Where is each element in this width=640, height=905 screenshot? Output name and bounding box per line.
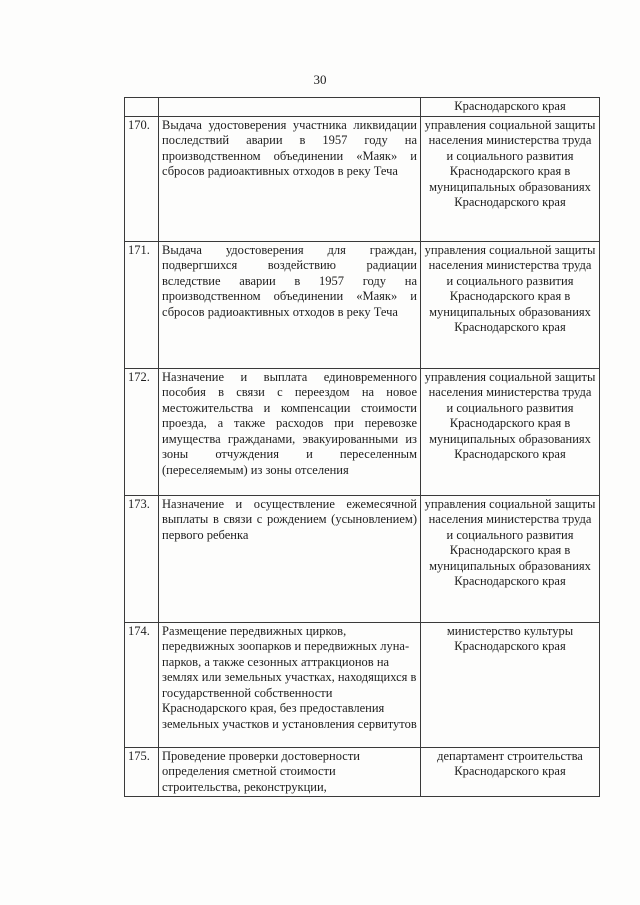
table-row [125, 495, 600, 622]
department-cell: департамент строительства Краснодарского края [421, 747, 600, 797]
row-number-cell: 170. [125, 116, 159, 241]
department-cell: управления социальной защиты населения министерства труда и социального развития Краснодарского края в муниципальных образованиях Краснодарского края [421, 368, 600, 495]
service-cell: Проведение проверки достоверности определения сметной стоимости строительства, реконструкции, [159, 747, 421, 797]
table-row-continued [125, 98, 600, 117]
department-cell: министерство культуры Краснодарского края [421, 622, 600, 747]
row-number-cell: 174. [125, 622, 159, 747]
service-cell: Назначение и выплата единовременного пособия в связи с переездом на новое местожительства и компенсации стоимости проезда, а также расходов при перевозке имущества гражданами, эвакуированными из зоны отчуждения и переселенным (переселяемым) из зоны отселения [159, 368, 421, 495]
row-number-cell [125, 98, 159, 117]
table-row [125, 368, 600, 495]
table-row [125, 622, 600, 747]
row-number-cell: 173. [125, 495, 159, 622]
service-cell: Назначение и осуществление ежемесячной выплаты в связи с рождением (усыновлением) первого ребенка [159, 495, 421, 622]
department-cell: управления социальной защиты населения министерства труда и социального развития Краснодарского края в муниципальных образованиях Краснодарского края [421, 495, 600, 622]
row-number-cell: 175. [125, 747, 159, 797]
service-cell: Размещение передвижных цирков, передвижных зоопарков и передвижных луна-парков, а также сезонных аттракционов на землях или земельных участках, находящихся в государственной собственности Краснодарского края, без предоставления земельных участков и установления сервитутов [159, 622, 421, 747]
service-cell: Выдача удостоверения для граждан, подвергшихся воздействию радиации вследствие аварии в 1957 году на производственном объединении «Маяк» и сбросов радиоактивных отходов в реку Теча [159, 241, 421, 368]
row-number-cell: 172. [125, 368, 159, 495]
table-row [125, 241, 600, 368]
department-cell: Краснодарского края [421, 98, 600, 117]
services-table [124, 97, 600, 797]
service-cell [159, 98, 421, 117]
table-row [125, 116, 600, 241]
service-cell: Выдача удостоверения участника ликвидации последствий аварии в 1957 году на производственном объединении «Маяк» и сбросов радиоактивных отходов в реку Теча [159, 116, 421, 241]
department-cell: управления социальной защиты населения министерства труда и социального развития Краснодарского края в муниципальных образованиях Краснодарского края [421, 116, 600, 241]
table-row [125, 747, 600, 797]
page-number: 30 [313, 72, 327, 87]
department-cell: управления социальной защиты населения министерства труда и социального развития Краснодарского края в муниципальных образованиях Краснодарского края [421, 241, 600, 368]
row-number-cell: 171. [125, 241, 159, 368]
